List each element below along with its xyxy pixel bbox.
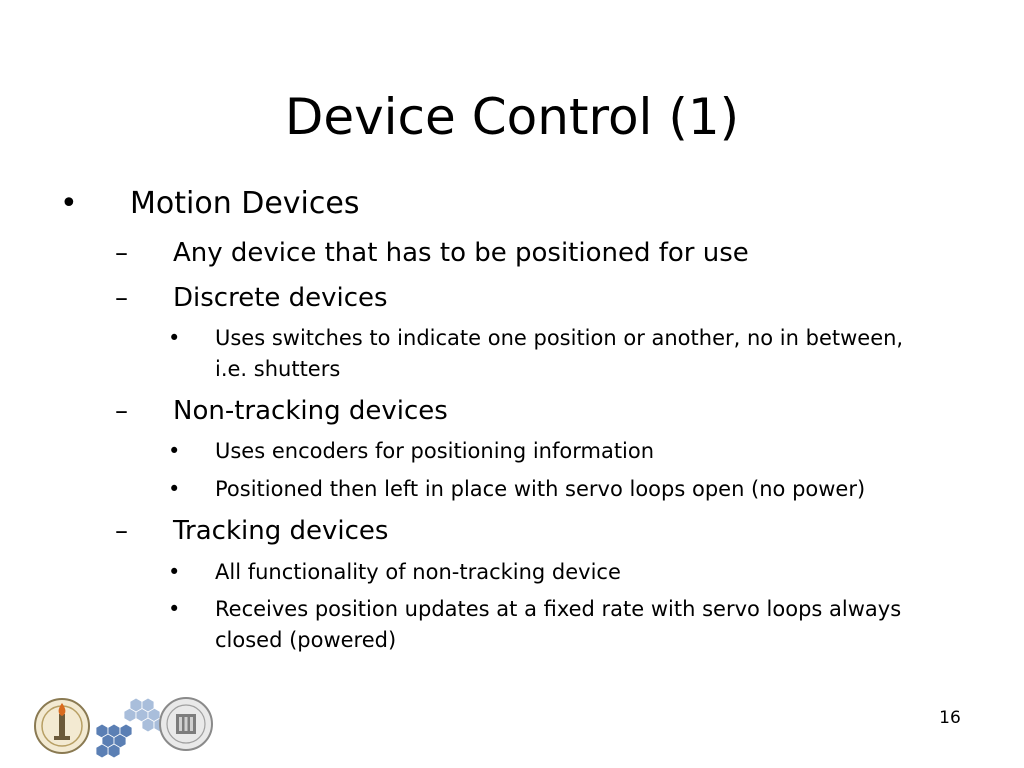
dash-mark: –: [115, 283, 128, 313]
page-number: 16: [939, 708, 961, 728]
bullet-text: Uses encoders for positioning information: [215, 439, 655, 463]
dash-mark: –: [115, 396, 128, 426]
dash-mark: –: [115, 238, 128, 268]
bullet-mark: •: [168, 560, 181, 584]
bullet-text: Positioned then left in place with servo loops open (no power): [215, 477, 866, 501]
bullet-mark: •: [168, 477, 181, 501]
logo-group: [30, 690, 220, 760]
bullet-text: Discrete devices: [173, 283, 388, 313]
caltech-seal-icon: [35, 699, 89, 753]
hexagon-mirror-segments-icon: [96, 698, 166, 758]
university-of-california-seal-icon: [160, 698, 212, 750]
bullet-mark: •: [168, 326, 181, 350]
dash-mark: –: [115, 516, 128, 546]
bullet-text: Motion Devices: [130, 186, 360, 221]
bullet-text: Receives position updates at a fixed rate with servo loops always closed (powered): [215, 597, 902, 652]
bullet-text: Any device that has to be positioned for use: [173, 238, 749, 268]
bullet-text: Tracking devices: [173, 516, 389, 546]
slide-title: Device Control (1): [284, 88, 740, 146]
bullet-mark: •: [60, 186, 78, 221]
bullet-mark: •: [168, 597, 181, 621]
bullet-text: Non-tracking devices: [173, 396, 448, 426]
bullet-text: All functionality of non-tracking device: [215, 560, 621, 584]
bullet-text: Uses switches to indicate one position or another, no in between, i.e. shutters: [215, 326, 904, 381]
bullet-mark: •: [168, 439, 181, 463]
logos-svg: [30, 690, 220, 760]
